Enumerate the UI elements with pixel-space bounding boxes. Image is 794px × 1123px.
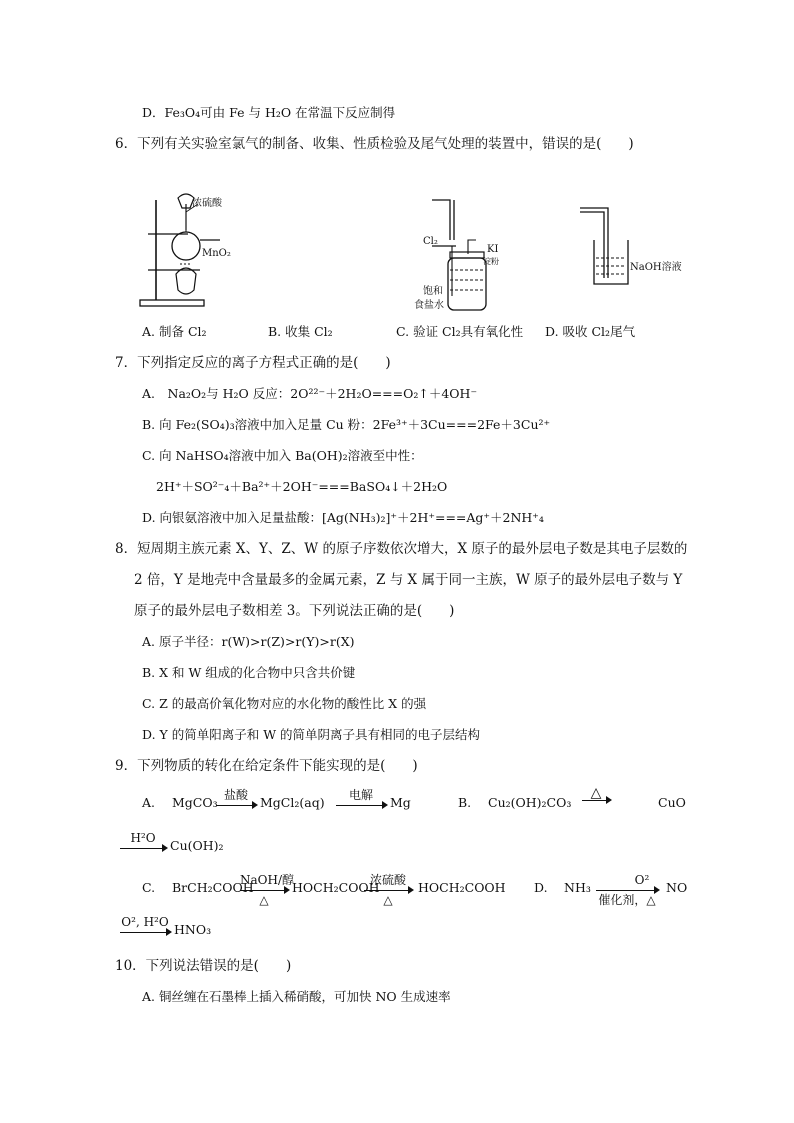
q8-stem-line1: 8．短周期主族元素 X、Y、Z、W 的原子序数依次增大，X 原子的最外层电子数是其电子层数的 (115, 541, 688, 557)
q9-d-intermediate: NO (666, 880, 688, 895)
q8-option-b: B. X 和 W 组成的化合物中只含共价键 (142, 665, 356, 680)
q9-a-reactant: MgCO₃ (172, 795, 218, 810)
q9-a-cond1: 盐酸 (223, 787, 248, 802)
q7-option-c-equation: 2H⁺＋SO²⁻₄＋Ba²⁺＋2OH⁻===BaSO₄↓＋2H₂O (156, 479, 448, 494)
q9-c-cond2-heat: △ (383, 892, 393, 907)
q8-option-c: C. Z 的最高价氧化物对应的水化物的酸性比 X 的强 (142, 696, 427, 711)
q9-a-cond2: 电解 (348, 787, 373, 802)
q9-b-cond2: H²O (130, 830, 156, 845)
q9-option-d-label: D. (534, 880, 548, 895)
q9-a-arrow2 (336, 787, 386, 814)
q7-option-b: B. 向 Fe₂(SO₄)₃溶液中加入足量 Cu 粉：2Fe³⁺＋3Cu===2Fe＋3Cu²⁺ (142, 417, 551, 432)
q9-c-cond2: 浓硫酸 (369, 872, 406, 887)
label-mno2: MnO₂ (202, 248, 231, 259)
label-cl2: Cl₂ (423, 236, 438, 247)
q9-b-product: Cu(OH)₂ (170, 838, 224, 853)
q9-stem: 9．下列物质的转化在给定条件下能实现的是( ) (115, 758, 418, 774)
q6-option-c: C. 验证 Cl₂具有氧化性 (396, 324, 524, 339)
q9-b-arrow1 (582, 784, 610, 809)
q7-option-c: C. 向 NaHSO₄溶液中加入 Ba(OH)₂溶液至中性： (142, 448, 423, 463)
q8-option-d: D. Y 的简单阳离子和 W 的简单阴离子具有相同的电子层结构 (142, 727, 481, 742)
q8-stem-line2: 2 倍，Y 是地壳中含量最多的金属元素，Z 与 X 属于同一主族，W 原子的最外层电子数与 Y (134, 572, 683, 588)
q9-b-cond1: △ (590, 784, 602, 801)
q9-d-arrow2 (120, 914, 170, 941)
q7-option-a: A. Na₂O₂与 H₂O 反应：2O²²⁻＋2H₂O===O₂↑＋4OH⁻ (142, 386, 478, 401)
q9-d-cond1: O² (634, 872, 650, 887)
q10-stem: 10．下列说法错误的是( ) (115, 958, 292, 974)
label-ki: KI (487, 244, 499, 255)
q9-b-intermediate: CuO (658, 795, 686, 810)
q9-c-reactant: BrCH₂COOH (172, 880, 254, 895)
q9-d-arrow1 (596, 872, 658, 907)
apparatus-d-diagram (576, 204, 636, 290)
q9-c-intermediate: HOCH₂COOH (292, 880, 380, 895)
q9-a-product: Mg (390, 795, 411, 810)
q6-option-b: B. 收集 Cl₂ (268, 324, 333, 339)
q9-c-product: HOCH₂COOH (418, 880, 506, 895)
label-conc-sulfuric-acid: 浓硫酸 (192, 198, 222, 209)
q7-option-d: D. 向银氨溶液中加入足量盐酸：[Ag(NH₃)₂]⁺＋2H⁺===Ag⁺＋2NH⁺₄ (142, 510, 544, 525)
q9-option-a-label: A. (142, 795, 156, 810)
label-saturated: 饱和 (423, 286, 443, 297)
q8-stem-line3: 原子的最外层电子数相差 3。下列说法正确的是( ) (134, 603, 455, 619)
label-naoh-solution: NaOH溶液 (630, 262, 682, 273)
q9-a-intermediate: MgCl₂(aq) (260, 795, 325, 810)
label-starch: 淀粉 (483, 257, 499, 266)
q10-option-a: A. 铜丝缠在石墨棒上插入稀硝酸，可加快 NO 生成速率 (142, 989, 451, 1004)
q9-d-cond2: O², H²O (121, 914, 169, 929)
q9-option-b-label: B. (458, 795, 472, 810)
q9-b-arrow2 (120, 830, 166, 857)
q9-c-arrow2 (364, 872, 412, 907)
q9-a-arrow1 (216, 787, 256, 814)
q7-stem: 7．下列指定反应的离子方程式正确的是( ) (115, 355, 391, 371)
label-brine: 食盐水 (414, 300, 444, 311)
q9-b-reactant: Cu₂(OH)₂CO₃ (488, 795, 572, 810)
q5-option-d: D．Fe₃O₄可由 Fe 与 H₂O 在常温下反应制得 (142, 105, 396, 120)
q9-d-product: HNO₃ (174, 922, 212, 937)
q9-option-c-label: C. (142, 880, 156, 895)
q9-d-reactant: NH₃ (564, 880, 591, 895)
q6-option-d: D. 吸收 Cl₂尾气 (545, 324, 636, 339)
q8-option-a: A. 原子半径：r(W)>r(Z)>r(Y)>r(X) (142, 634, 355, 649)
q9-d-cond1-below: 催化剂，△ (598, 892, 656, 907)
q9-c-arrow1 (240, 872, 295, 907)
q9-c-cond1-heat: △ (259, 892, 269, 907)
q6-stem: 6．下列有关实验室氯气的制备、收集、性质检验及尾气处理的装置中，错误的是( ) (115, 136, 634, 152)
q6-option-a: A. 制备 Cl₂ (142, 324, 207, 339)
q9-c-cond1: NaOH/醇 (240, 872, 295, 887)
